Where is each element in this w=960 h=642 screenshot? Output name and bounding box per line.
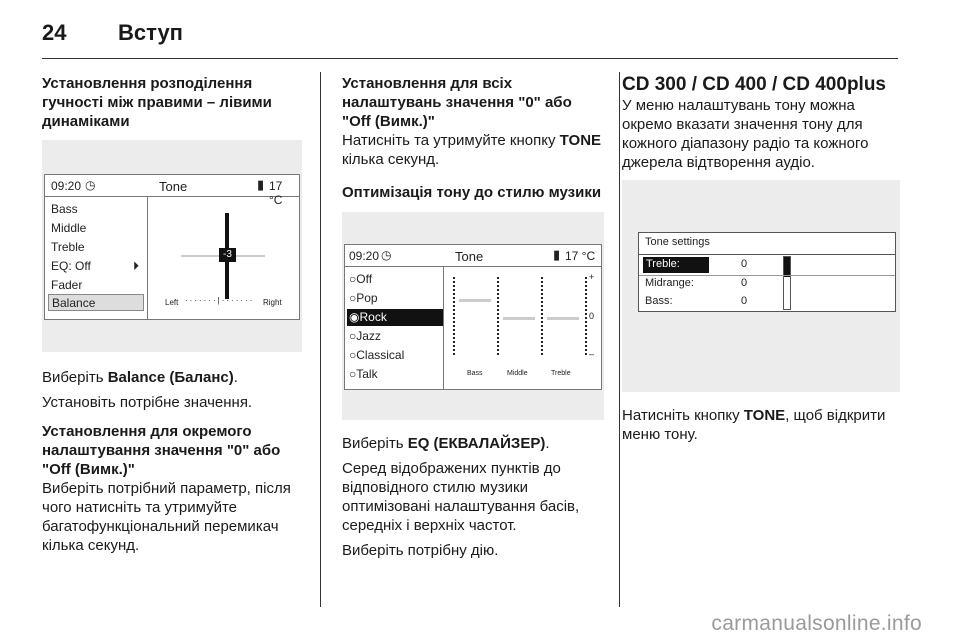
text-press-cd: Натисніть кнопку — [622, 407, 744, 424]
footer-brand[interactable]: carmanualsonline.info — [711, 612, 922, 635]
column-2 — [342, 74, 604, 202]
figure-tone-settings — [622, 180, 900, 392]
text-period-eq: . — [545, 435, 550, 452]
eq-label-middle: Middle — [507, 370, 528, 377]
section-title: Вступ — [118, 20, 183, 45]
column-3-text — [622, 406, 904, 444]
menu-item-balance[interactable]: Balance — [48, 294, 144, 311]
text-seconds: кілька секунд. — [342, 151, 440, 168]
screen-time: 09:20 — [51, 179, 82, 193]
figure-eq — [342, 212, 604, 420]
eq-bar-middle — [541, 277, 543, 355]
menu-item-treble[interactable]: Treble — [51, 240, 85, 254]
tone-value-bass: 0 — [741, 295, 748, 307]
menu-item-middle[interactable]: Middle — [51, 221, 87, 235]
screen-title-eq: Tone — [455, 249, 484, 264]
menu-item-bass[interactable]: Bass — [51, 202, 78, 216]
text-period: . — [233, 369, 238, 386]
balance-value: -3 — [219, 248, 236, 262]
page-header — [42, 16, 918, 56]
tone-value-treble: 0 — [741, 258, 748, 270]
eq-bar-treble — [585, 277, 587, 355]
eq-option-jazz-label: Jazz — [356, 329, 381, 343]
phone-icon-eq: ▮ — [553, 247, 561, 262]
eq-minus-label: – — [589, 349, 595, 359]
text-balance: Balance (Баланс) — [107, 369, 234, 386]
tone-value-midrange: 0 — [741, 277, 748, 289]
submenu-arrow-icon: ⏵ — [133, 259, 140, 273]
heading-optimize: Оптимізація тону до стилю музики — [342, 184, 602, 201]
screen-time-eq: 09:20 — [349, 249, 380, 263]
eq-level-middle — [503, 317, 535, 320]
screen-eq — [344, 244, 602, 390]
eq-zero-label: 0 — [589, 311, 595, 321]
text-press: Натисніть та утримуйте кнопку — [342, 132, 560, 149]
tone-scrollbar-thumb[interactable] — [784, 257, 790, 277]
screen-balance — [44, 174, 300, 320]
para-set-value: Установіть потрібне значення. — [42, 394, 253, 411]
tone-row-midrange[interactable]: Midrange: — [645, 277, 694, 289]
eq-option-rock[interactable]: ◉Rock — [347, 309, 443, 326]
eq-label-treble: Treble — [551, 370, 571, 377]
column-divider-1 — [320, 72, 321, 607]
text-select: Виберіть — [42, 369, 108, 386]
clock-icon: ◷ — [85, 178, 96, 192]
heading-cd-models: CD 300 / CD 400 / CD 400plus — [622, 74, 886, 95]
para-press-tone-cd — [622, 406, 904, 444]
screen-split-eq — [443, 267, 444, 390]
text-select-eq: Виберіть — [342, 435, 408, 452]
eq-level-treble — [547, 317, 579, 320]
heading-reset-all: Установлення для всіх налаштувань значення "0" або "Off (Вимк.)" — [342, 75, 572, 130]
column-2-text — [342, 434, 604, 560]
balance-left-label: Left — [165, 298, 179, 307]
para-press-tone — [342, 131, 604, 169]
eq-option-off-label: Off — [356, 272, 373, 286]
eq-option-classical-label: Classical — [356, 348, 405, 362]
para-eq-desc: Серед відображених пунктів до відповідного стилю музики оптимізовані налаштування басів, середніх і верхніх частот. — [342, 460, 580, 534]
tone-settings-rule — [639, 254, 895, 255]
para-select-balance — [42, 368, 308, 387]
column-1 — [42, 74, 308, 131]
eq-option-talk-label: Talk — [356, 367, 378, 381]
para-tone-menu: У меню налаштувань тону можна окремо вказати значення тону для кожного діапазону радіо та кожного джерела відтворення аудіо. — [622, 97, 869, 171]
tone-row-treble[interactable]: Treble: — [643, 257, 709, 273]
column-3 — [622, 74, 904, 172]
eq-option-pop[interactable]: ○Pop — [349, 291, 378, 305]
balance-scale: ·······|······· — [185, 296, 255, 305]
tone-row-bass[interactable]: Bass: — [645, 295, 673, 307]
menu-item-eq[interactable]: EQ: Off — [51, 259, 91, 273]
header-rule — [42, 58, 898, 59]
phone-icon: ▮ — [257, 177, 265, 192]
menu-item-fader[interactable]: Fader — [51, 278, 83, 292]
eq-option-talk[interactable]: ○Talk — [349, 367, 378, 381]
text-tone-cd: TONE — [743, 407, 786, 424]
text-open-menu: , щоб відкрити меню тону. — [622, 407, 886, 443]
eq-bar-bass-1 — [453, 277, 455, 355]
text-tone: TONE — [559, 132, 602, 149]
heading-balance: Установлення розподілення гучності між правими – лівими динаміками — [42, 75, 272, 130]
page-number: 24 — [42, 20, 67, 45]
screen-tone-settings — [638, 232, 896, 312]
para-select-action: Виберіть потрібну дію. — [342, 542, 499, 559]
tone-settings-title: Tone settings — [645, 236, 710, 248]
eq-label-bass: Bass — [467, 370, 483, 377]
eq-option-rock-label: Rock — [359, 310, 387, 324]
eq-option-pop-label: Pop — [356, 291, 378, 305]
screen-temp-eq: 17 °C — [565, 249, 596, 263]
eq-bar-bass-2 — [497, 277, 499, 355]
text-eq: EQ (ЕКВАЛАЙЗЕР) — [407, 435, 546, 452]
para-select-eq — [342, 434, 604, 453]
balance-right-label: Right — [263, 298, 282, 307]
clock-icon-eq: ◷ — [381, 248, 392, 262]
eq-level-bass — [459, 299, 491, 302]
eq-plus-label: + — [589, 272, 595, 282]
column-divider-2 — [619, 72, 620, 607]
eq-option-classical[interactable]: ○Classical — [349, 348, 405, 362]
heading-reset-single: Установлення для окремого налаштування значення "0" або "Off (Вимк.)" — [42, 423, 281, 478]
screen-split — [147, 197, 148, 320]
screen-title: Tone — [159, 179, 188, 194]
screen-temp: 17 °C — [269, 179, 283, 207]
eq-option-off[interactable]: ○Off — [349, 272, 373, 286]
figure-balance — [42, 140, 302, 352]
eq-option-jazz[interactable]: ○Jazz — [349, 329, 381, 343]
column-1-text — [42, 368, 308, 555]
para-reset-single: Виберіть потрібний параметр, після чого натисніть та утримуйте багатофункціональний перемикач кілька секунд. — [42, 480, 291, 554]
screen-topbar — [45, 175, 299, 207]
screen-topbar-eq — [345, 245, 601, 267]
tone-row-divider — [639, 275, 895, 276]
